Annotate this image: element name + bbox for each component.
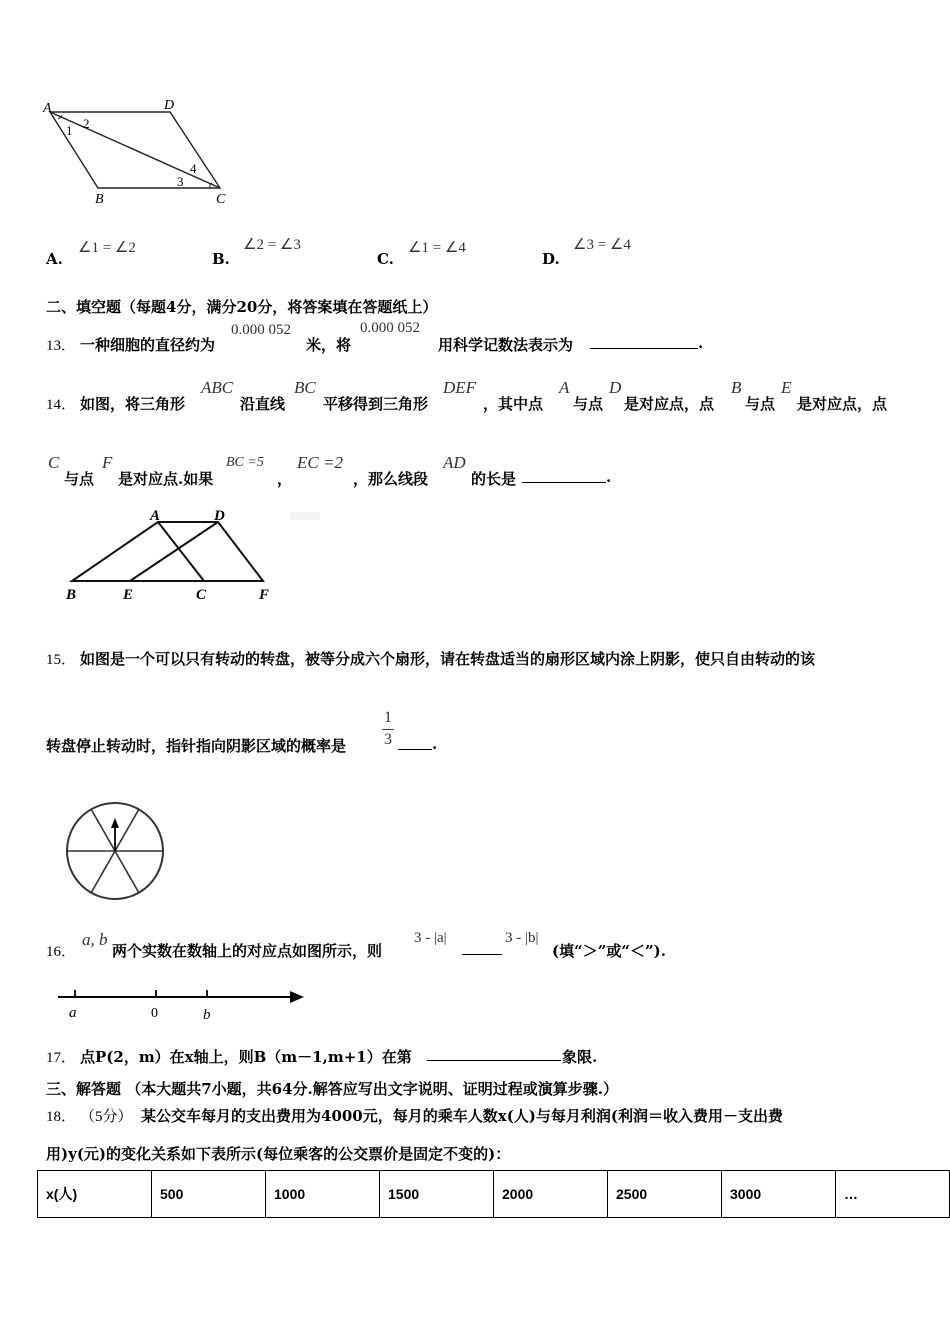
number-line-figure <box>50 985 310 1025</box>
translation-figure <box>60 508 290 606</box>
q18-line-2: 用)y(元)的变化关系如下表所示(每位乘客的公交票价是固定不变的)： <box>46 1145 511 1163</box>
q14-text-9: 与点 <box>64 470 95 488</box>
q14-abc: ABC <box>201 378 234 397</box>
label-C: C <box>216 192 226 207</box>
section2-title: 二、填空题（每题4分，满分20分，将答案填在答题纸上） <box>46 298 438 316</box>
q14-answer-blank[interactable] <box>522 468 606 483</box>
q14-f: F <box>102 453 113 472</box>
pointer-arrow-icon <box>111 818 119 828</box>
table-cell: … <box>836 1171 950 1218</box>
angle-4: 4 <box>190 161 197 176</box>
q14-text-1: 如图，将三角形 <box>80 395 186 413</box>
q15-fraction-denominator: 3 <box>384 731 392 748</box>
label-B: B <box>95 192 104 207</box>
option-c-letter: C. <box>377 250 394 268</box>
option-b-expr: ∠2 = ∠3 <box>243 237 301 253</box>
fig14-label-C: C <box>196 587 207 603</box>
q16-expr-2: 3 - |b| <box>505 930 539 946</box>
q13-number: 13． <box>46 338 77 354</box>
section3-title: 三、解答题 （本大题共7小题，共64分.解答应写出文字说明、证明过程或演算步骤.） <box>46 1080 618 1098</box>
fig14-label-E: E <box>123 587 134 603</box>
fig14-label-B: B <box>66 587 77 603</box>
table-row <box>38 1171 950 1218</box>
q15-line-1: 如图是一个可以只有转动的转盘，被等分成六个扇形，请在转盘适当的扇形区域内涂上阴影，使只自由转动的该 <box>80 650 816 668</box>
data-table <box>37 1170 950 1218</box>
table-cell: 1000 <box>266 1171 380 1218</box>
q14-e: E <box>781 378 792 397</box>
q13-end: . <box>698 334 704 352</box>
q13-text-1: 一种细胞的直径约为 <box>80 336 216 354</box>
q17-answer-blank[interactable] <box>427 1046 561 1061</box>
q14-comma: ， <box>277 470 293 488</box>
q14-text-4: ，其中点 <box>483 395 544 413</box>
angle-1: 1 <box>66 123 73 138</box>
q14-number: 14． <box>46 397 77 413</box>
option-a-letter: A. <box>46 250 63 268</box>
fig14-label-F: F <box>259 587 270 603</box>
q13-text-2: 米，将 <box>306 336 352 354</box>
q15-number: 15． <box>46 652 77 668</box>
spinner-figure <box>62 802 170 902</box>
q14-text-12: 的长是 <box>471 470 517 488</box>
option-a-expr: ∠1 = ∠2 <box>78 240 136 256</box>
q14-def: DEF <box>443 378 477 397</box>
q14-end: . <box>606 468 612 486</box>
q16-expr-1: 3 - |a| <box>414 930 447 946</box>
q15-fraction-numerator: 1 <box>384 709 392 726</box>
q14-c: C <box>48 453 60 472</box>
q18-score: （5分） <box>80 1109 133 1125</box>
q14-ad: AD <box>443 453 466 472</box>
q15-answer-blank[interactable] <box>398 735 432 750</box>
q18-number: 18． <box>46 1109 77 1125</box>
q13-answer-blank[interactable] <box>590 334 698 349</box>
q14-text-5: 与点 <box>573 395 604 413</box>
q16-ab: a, b <box>82 930 108 949</box>
numberline-label-b: b <box>203 1007 211 1023</box>
q14-text-7: 与点 <box>745 395 776 413</box>
table-cell: 500 <box>152 1171 266 1218</box>
parallelogram-figure <box>40 92 240 212</box>
q15-line-2: 转盘停止转动时，指针指向阴影区域的概率是 <box>46 737 347 755</box>
numberline-label-a: a <box>69 1005 77 1021</box>
q16-number: 16． <box>46 944 77 960</box>
q13-text-3: 用科学记数法表示为 <box>438 336 574 354</box>
option-b-letter: B. <box>212 250 230 268</box>
label-D: D <box>164 98 175 113</box>
faint-mark <box>290 512 320 520</box>
option-d-expr: ∠3 = ∠4 <box>573 237 631 253</box>
table-cell: 1500 <box>380 1171 494 1218</box>
angle-3: 3 <box>177 174 184 189</box>
option-c-expr: ∠1 = ∠4 <box>408 240 466 256</box>
option-d-letter: D. <box>542 250 560 268</box>
fig14-label-D: D <box>214 508 225 524</box>
q18-line-1: 某公交车每月的支出费用为4000元，每月的乘车人数x(人)与每月利润(利润＝收入费用－支出费 <box>141 1107 783 1125</box>
q17-text-1: 点P(2，m）在x轴上，则B（m－1,m+1）在第 <box>80 1048 412 1066</box>
q14-a: A <box>559 378 570 397</box>
q14-text-6: 是对应点，点 <box>624 395 715 413</box>
q14-text-3: 平移得到三角形 <box>323 395 429 413</box>
q16-text-1: 两个实数在数轴上的对应点如图所示，则 <box>112 942 383 960</box>
axis-arrow-icon <box>290 991 304 1003</box>
q14-b: B <box>731 378 742 397</box>
q14-ec2: EC =2 <box>297 453 343 472</box>
numberline-label-0: 0 <box>151 1006 158 1021</box>
q14-d: D <box>609 378 622 397</box>
q14-text-10: 是对应点.如果 <box>118 470 214 488</box>
table-cell: 2000 <box>494 1171 608 1218</box>
q14-text-11: ，那么线段 <box>353 470 429 488</box>
q14-bc5: BC =5 <box>226 455 264 470</box>
q16-text-2: (填“＞”或“＜”). <box>552 942 666 960</box>
q16-answer-blank[interactable] <box>462 940 502 955</box>
q14-text-2: 沿直线 <box>240 395 286 413</box>
q17-text-2: 象限. <box>562 1048 598 1066</box>
q13-value-2: 0.000 052 <box>360 320 420 336</box>
q14-bc: BC <box>294 378 316 397</box>
q15-fraction-bar <box>382 729 394 730</box>
q13-value-1: 0.000 052 <box>231 322 291 338</box>
fig14-label-A: A <box>150 508 161 524</box>
table-cell-header: x(人) <box>38 1171 152 1218</box>
q17-number: 17． <box>46 1050 77 1066</box>
q14-text-8: 是对应点，点 <box>797 395 888 413</box>
table-cell: 2500 <box>608 1171 722 1218</box>
q15-end: . <box>432 735 438 753</box>
table-cell: 3000 <box>722 1171 836 1218</box>
angle-2: 2 <box>83 116 90 131</box>
label-A: A <box>43 101 52 116</box>
